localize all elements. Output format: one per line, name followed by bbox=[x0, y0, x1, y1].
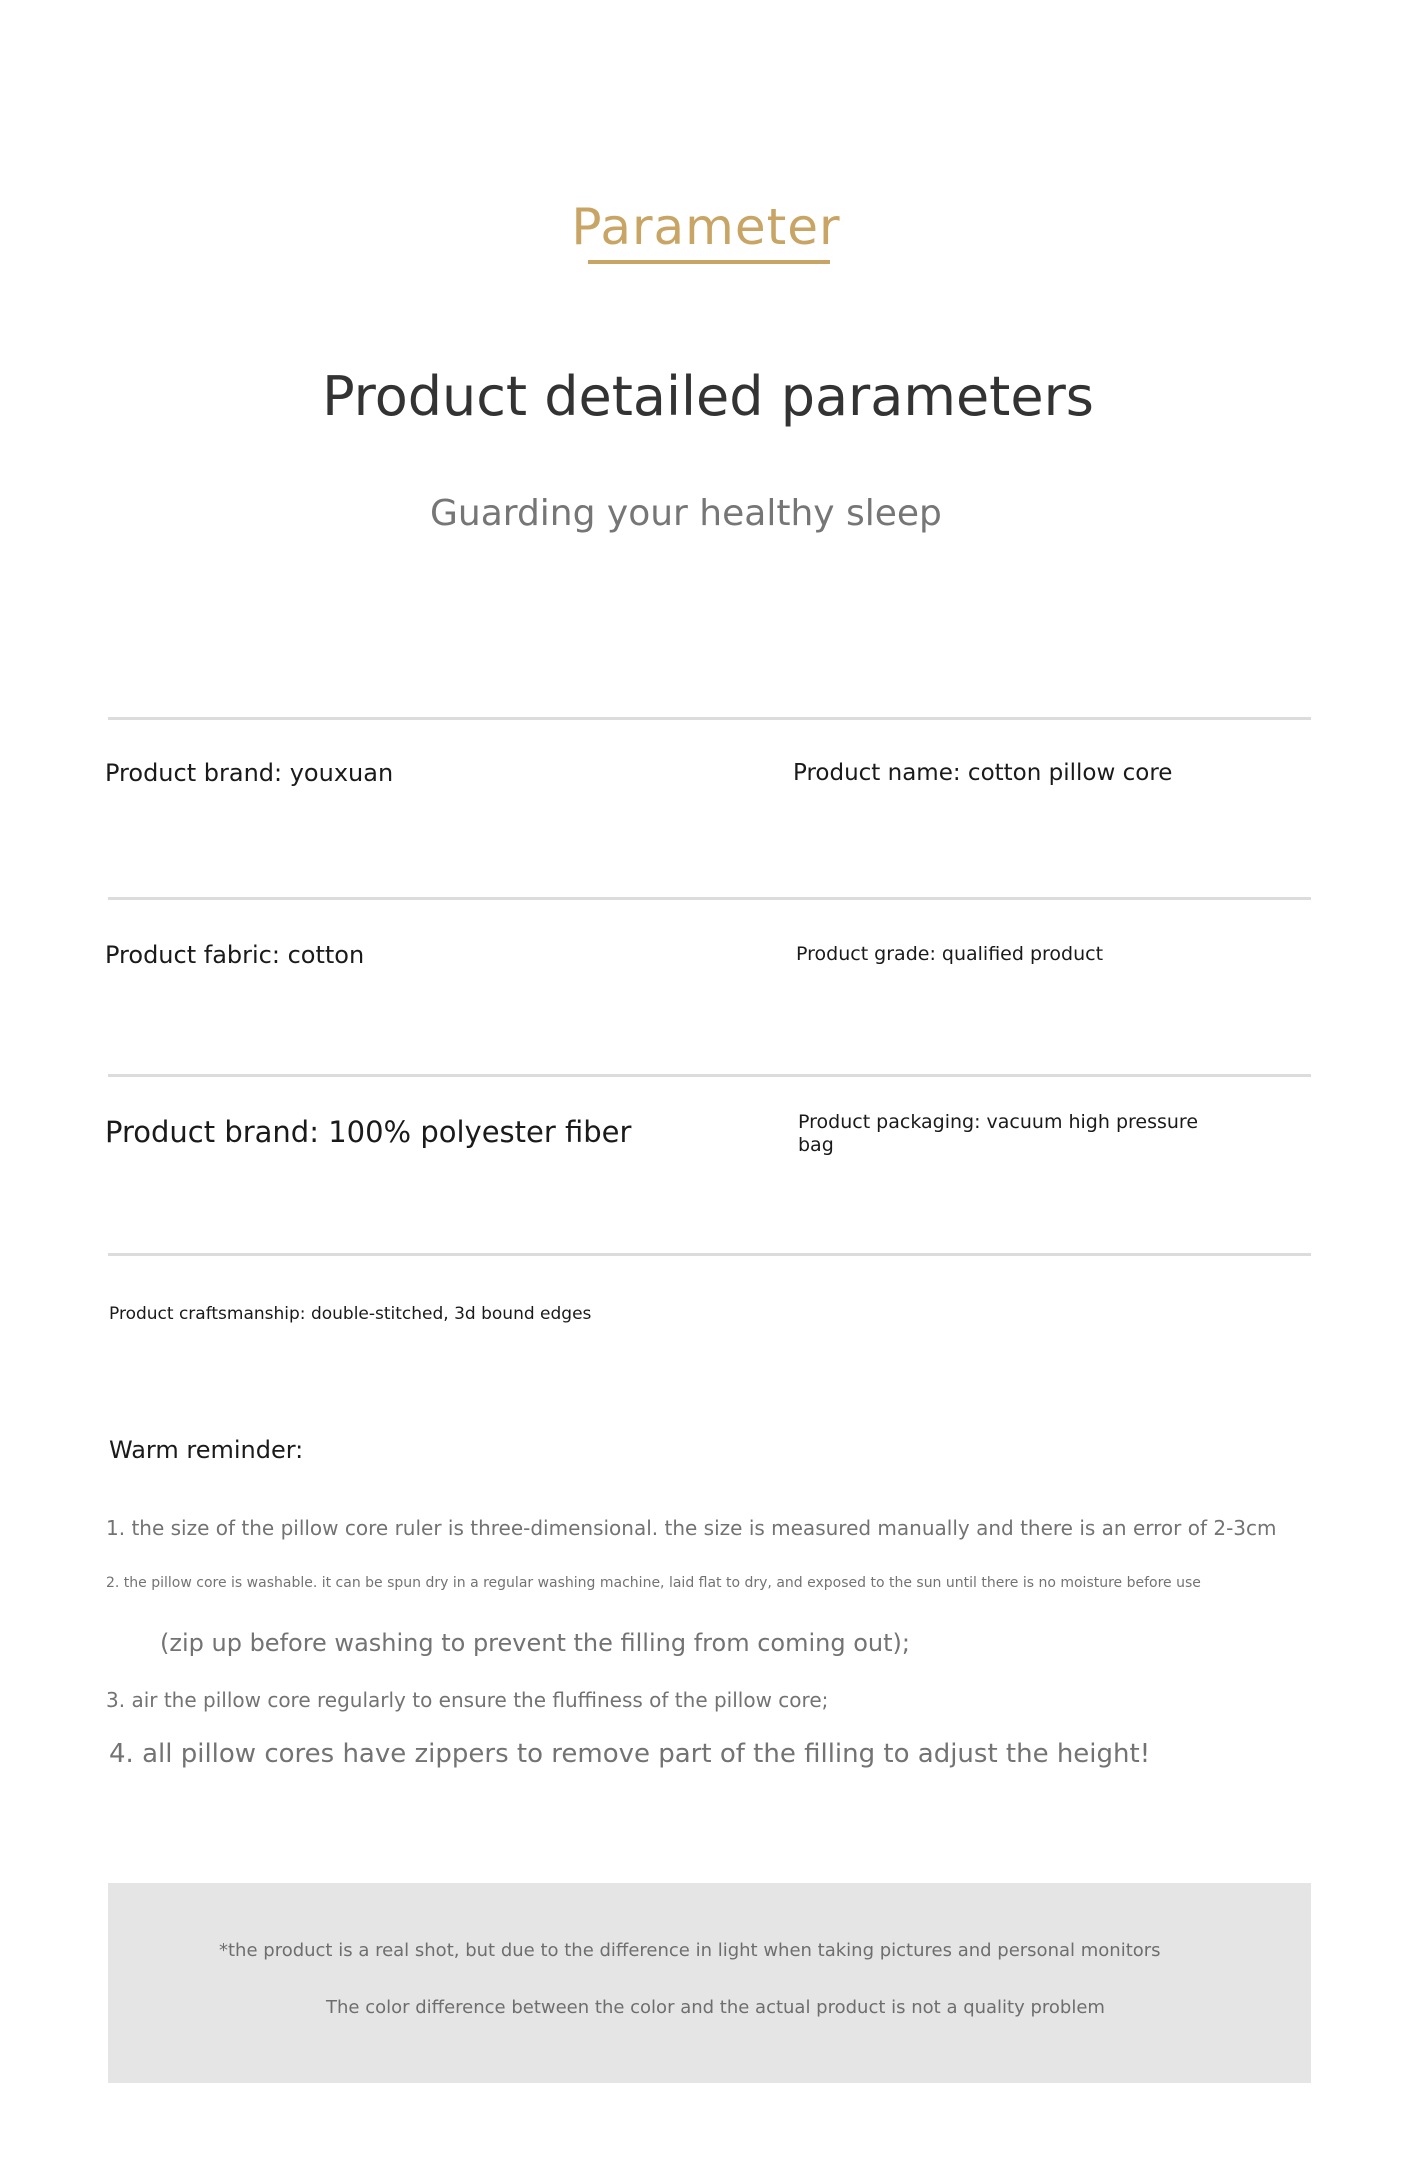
divider bbox=[108, 1253, 1311, 1256]
param-fabric: Product fabric: cotton bbox=[105, 941, 365, 969]
reminder-item-4: 4. all pillow cores have zippers to remove part of the filling to adjust the height! bbox=[109, 1739, 1151, 1769]
param-packaging-continued: bag bbox=[798, 1134, 834, 1156]
param-craftsmanship: Product craftsmanship: double-stitched, 3d bound edges bbox=[109, 1304, 592, 1324]
section-label: Parameter bbox=[571, 198, 841, 256]
divider bbox=[108, 717, 1311, 720]
reminder-item-2-note: (zip up before washing to prevent the filling from coming out); bbox=[160, 1629, 910, 1657]
reminder-item-1: 1. the size of the pillow core ruler is three-dimensional. the size is measured manually and there is an error of 2-3cm bbox=[106, 1516, 1277, 1540]
page-subtitle: Guarding your healthy sleep bbox=[430, 493, 942, 534]
reminder-item-3: 3. air the pillow core regularly to ensure the fluffiness of the pillow core; bbox=[106, 1688, 829, 1712]
param-filling: Product brand: 100% polyester fiber bbox=[105, 1115, 632, 1149]
disclaimer-line-2: The color difference between the color and the actual product is not a quality problem bbox=[326, 1997, 1105, 2018]
divider bbox=[108, 1074, 1311, 1077]
param-name: Product name: cotton pillow core bbox=[793, 760, 1173, 786]
disclaimer-box bbox=[108, 1883, 1311, 2083]
page-title: Product detailed parameters bbox=[322, 365, 1094, 428]
section-label-underline bbox=[588, 260, 830, 264]
reminder-item-2: 2. the pillow core is washable. it can be spun dry in a regular washing machine, laid flat to dry, and exposed to the sun until there is no moisture before use bbox=[106, 1575, 1201, 1591]
param-brand: Product brand: youxuan bbox=[105, 759, 394, 787]
divider bbox=[108, 897, 1311, 900]
reminder-title: Warm reminder: bbox=[109, 1436, 304, 1464]
param-grade: Product grade: qualified product bbox=[796, 943, 1104, 965]
disclaimer-line-1: *the product is a real shot, but due to the difference in light when taking pictures and personal monitors bbox=[219, 1940, 1161, 1961]
param-packaging: Product packaging: vacuum high pressure bbox=[798, 1111, 1199, 1133]
